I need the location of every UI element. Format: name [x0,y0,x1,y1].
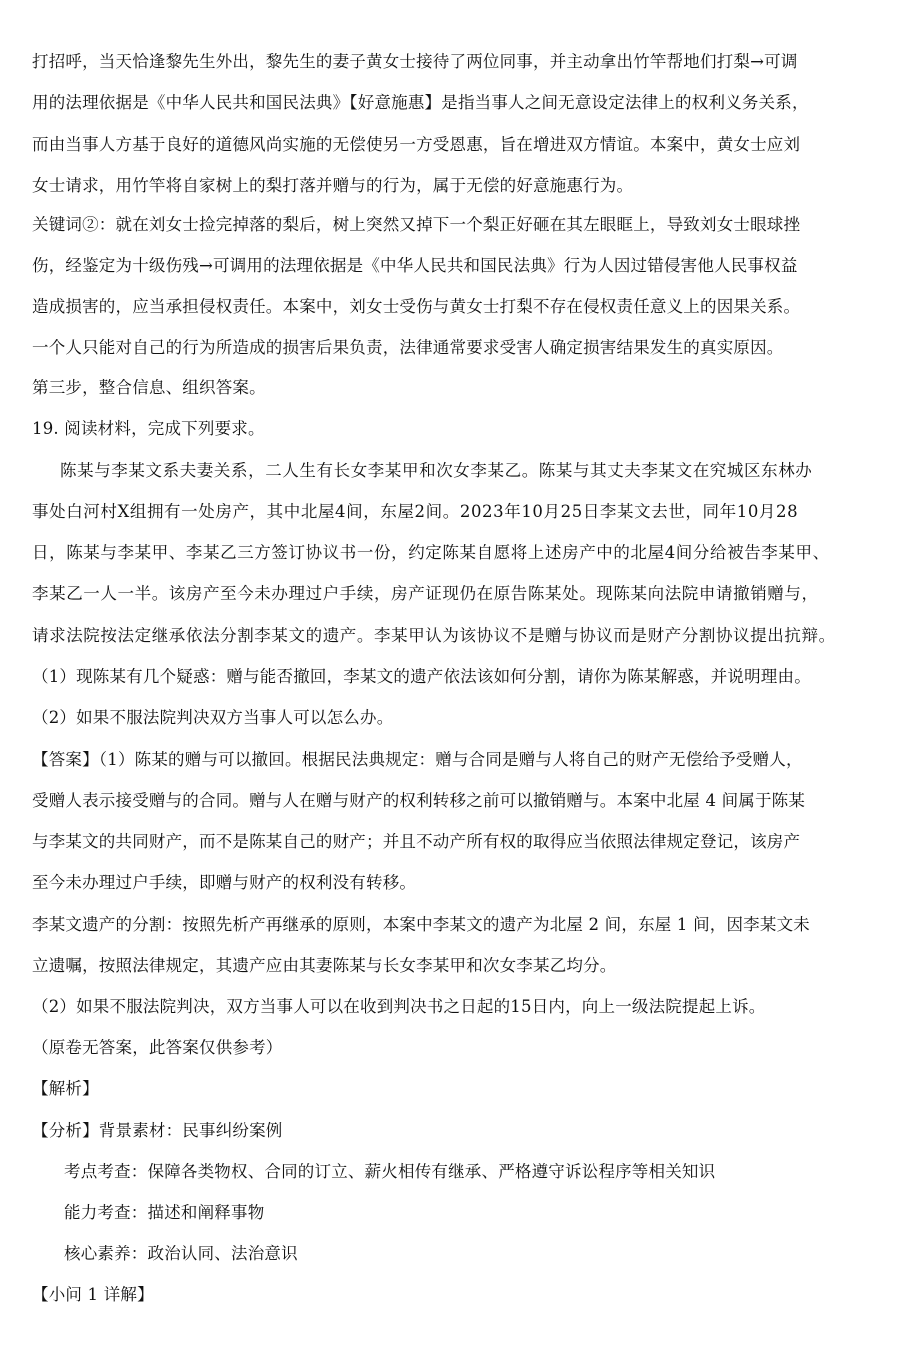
text-line: 一个人只能对自己的行为所造成的损害后果负责，法律通常要求受害人确定损害结果发生的真实原因。 [32,338,784,357]
analysis-heading: 【解析】 [32,1079,99,1098]
material-line: 李某乙一人一半。该房产至今未办理过户手续，房产证现仍在原告陈某处。现陈某向法院申请撤销赠与， [32,584,819,603]
analysis-line: 能力考查：描述和阐释事物 [64,1203,265,1222]
text-line: 而由当事人方基于良好的道德风尚实施的无偿使另一方受恩惠，旨在增进双方情谊。本案中，黄女士应刘 [32,135,801,154]
text-line: 用的法理依据是《中华人民共和国民法典》【好意施惠】是指当事人之间无意设定法律上的权利义务关系， [32,93,809,112]
answer-line: （2）如果不服法院判决，双方当事人可以在收到判决书之日起的15日内，向上一级法院提起上诉。 [32,997,766,1016]
step-heading: 第三步，整合信息、组织答案。 [32,378,266,397]
material-line: 请求法院按法定继承依法分割李某文的遗产。李某甲认为该协议不是赠与协议而是财产分割协议提出抗辩。 [32,626,836,645]
sub-question-heading: 【小问 1 详解】 [32,1285,154,1304]
answer-line: 受赠人表示接受赠与的合同。赠与人在赠与财产的权利转移之前可以撤销赠与。本案中北屋 4 间属于陈某 [32,791,806,810]
answer-line: 与李某文的共同财产，而不是陈某自己的财产；并且不动产所有权的取得应当依照法律规定登记，该房产 [32,832,801,851]
answer-note: （原卷无答案，此答案仅供参考） [32,1038,283,1057]
text-line: 伤，经鉴定为十级伤残→可调用的法理依据是《中华人民共和国民法典》行为人因过错侵害他人民事权益 [32,256,798,275]
answer-line: 立遗嘱，按照法律规定，其遗产应由其妻陈某与长女李某甲和次女李某乙均分。 [32,956,617,975]
analysis-line: 考点考查：保障各类物权、合同的订立、薪火相传有继承、严格遵守诉讼程序等相关知识 [64,1162,716,1181]
text-line: 打招呼，当天恰逢黎先生外出，黎先生的妻子黄女士接待了两位同事，并主动拿出竹竿帮地们打梨→可调 [32,52,798,71]
question-item-1: （1）现陈某有几个疑惑：赠与能否撤回，李某文的遗产依法该如何分割，请你为陈某解惑，并说明理由。 [32,667,811,686]
analysis-line: 【分析】背景素材：民事纠纷案例 [32,1121,283,1140]
analysis-line: 核心素养：政治认同、法治意识 [64,1244,298,1263]
question-number: 19. 阅读材料，完成下列要求。 [32,419,265,438]
text-line: 女士请求，用竹竿将自家树上的梨打落并赠与的行为，属于无偿的好意施惠行为。 [32,176,634,195]
material-line: 事处白河村X组拥有一处房产，其中北屋4间，东屋2间。2023年10月25日李某文去世，同年10月28 [32,502,799,521]
answer-line: 李某文遗产的分割：按照先析产再继承的原则，本案中李某文的遗产为北屋 2 间，东屋 1 间，因李某文未 [32,915,810,934]
material-line: 陈某与李某文系夫妻关系，二人生有长女李某甲和次女李某乙。陈某与其丈夫李某文在究城区东林办 [60,461,813,480]
text-line: 造成损害的，应当承担侵权责任。本案中，刘女士受伤与黄女士打梨不存在侵权责任意义上的因果关系。 [32,297,801,316]
answer-line: 【答案】（1）陈某的赠与可以撤回。根据民法典规定：赠与合同是赠与人将自己的财产无偿给予受赠人， [32,750,803,769]
answer-line: 至今未办理过户手续，即赠与财产的权利没有转移。 [32,873,417,892]
material-line: 日，陈某与李某甲、李某乙三方签订协议书一份，约定陈某自愿将上述房产中的北屋4间分给被告李某甲、 [32,543,830,562]
question-item-2: （2）如果不服法院判决双方当事人可以怎么办。 [32,708,394,727]
text-line: 关键词②：就在刘女士捡完掉落的梨后，树上突然又掉下一个梨正好砸在其左眼眶上，导致刘女士眼球挫 [32,215,801,234]
